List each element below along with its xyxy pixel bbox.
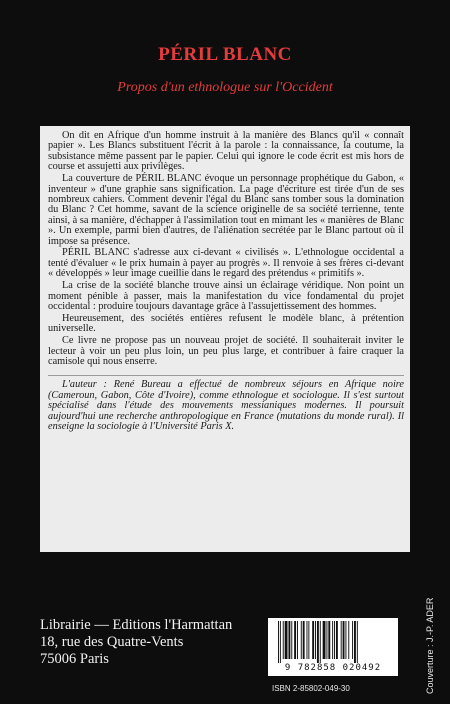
isbn-number: ISBN 2-85802-049-30 (272, 684, 350, 693)
publisher-name: Librairie — Editions l'Harmattan (40, 617, 233, 633)
barcode-bars-icon (276, 621, 390, 663)
blurb-panel (40, 126, 410, 552)
cover-credit: Couverture : J.-P. ADER (425, 597, 435, 694)
book-title: PÉRIL BLANC (158, 44, 292, 65)
blurb-paragraph: La couverture de PÉRIL BLANC évoque un personnage prophétique du Gabon, « inventeur » d'une graphie sans signification. La page d'écriture est tirée d'un de ses nombreux cahiers. Comment devenir l'égal du Blanc sans tomber sous la domination du Blanc ? Cet homme, savant de la science originelle de sa société terrienne, tente ainsi, à sa manière, d'échapper à l'assimilation tout en mimant les « manières de Blanc ». Un exemple, parmi bien d'autres, de l'aliénation secrétée par le Blanc partout où il impose sa présence. (48, 173, 404, 247)
publisher-city: 75006 Paris (40, 651, 109, 667)
barcode (268, 618, 398, 676)
publisher-block (40, 617, 232, 668)
blurb-paragraph: La crise de la société blanche trouve ainsi un éclairage véridique. Non point un moment pénible à passer, mais la manifestation du vice fondamental du projet occidental : produire toujours davantage grâce à l'assujettissement des hommes. (48, 280, 404, 312)
blurb-paragraph: Ce livre ne propose pas un nouveau projet de société. Il souhaiterait inviter le lecteur à voir un peu plus loin, un peu plus large, et contribuer à faire craquer la camisole qui nous enserre. (48, 335, 404, 368)
publisher-street: 18, rue des Quatre-Vents (40, 634, 184, 650)
barcode-digits: 9 782858 020492 (284, 663, 382, 673)
blurb-paragraph: On dit en Afrique d'un homme instruit à la manière des Blancs qu'il « connaît papier ». Les Blancs substituent l'écrit à la parole : la connaissance, la coutume, la subsistance même passent par le papier. Celui qui ignore le code écrit est mis hors de course et assujetti aux privilèges. (48, 130, 404, 173)
author-note: L'auteur : René Bureau a effectué de nombreux séjours en Afrique noire (Cameroun, Gabon, Côte d'Ivoire), comme ethnologue et sociologue. Il s'est surtout spécialisé dans l'étude des mouvements messianiques modernes. Il poursuit aujourd'hui une recherche anthropologique en France (mutations du monde rural). Il enseigne la sociologie à l'Université Paris X. (48, 375, 404, 432)
blurb-paragraph: Heureusement, des sociétés entières refusent le modèle blanc, à prétention universelle. (48, 312, 404, 335)
blurb-paragraph: PÉRIL BLANC s'adresse aux ci-devant « civilisés ». L'ethnologue occidental a tenté d'évaluer « le prix humain à payer au progrès ». Il renvoie à ses frères ci-devant « développés » leur image cueillie dans le regard des prétendus « primitifs ». (48, 247, 404, 280)
book-subtitle: Propos d'un ethnologue sur l'Occident (117, 80, 333, 95)
